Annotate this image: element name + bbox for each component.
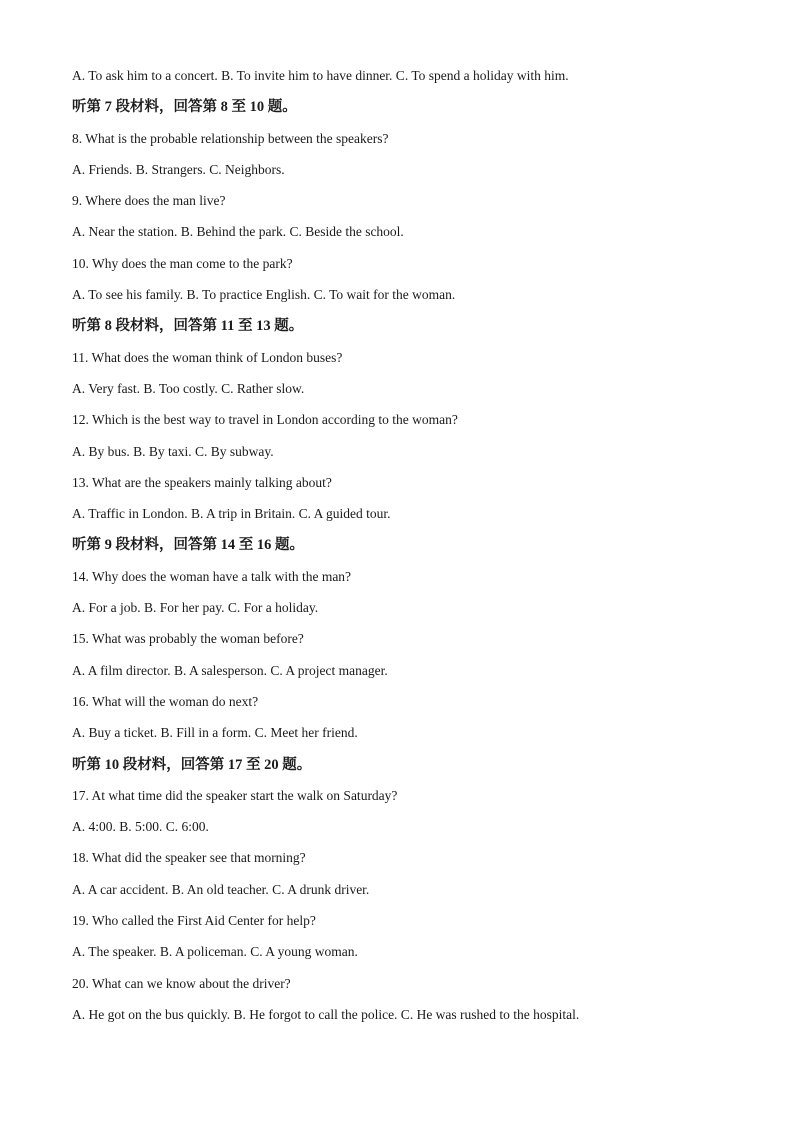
question-13: 13. What are the speakers mainly talking about? bbox=[72, 474, 332, 490]
question-11: 11. What does the woman think of London buses? bbox=[72, 349, 343, 365]
question-10: 10. Why does the man come to the park? bbox=[72, 255, 293, 271]
question-15: 15. What was probably the woman before? bbox=[72, 631, 304, 647]
question-20: 20. What can we know about the driver? bbox=[72, 975, 291, 991]
document-page bbox=[72, 67, 732, 1037]
answer-options-15: A. A film director. B. A salesperson. C. A project manager. bbox=[72, 662, 388, 678]
question-9: 9. Where does the man live? bbox=[72, 193, 226, 209]
answer-options-13: A. Traffic in London. B. A trip in Britain. C. A guided tour. bbox=[72, 506, 391, 522]
answer-options-11: A. Very fast. B. Too costly. C. Rather slow. bbox=[72, 380, 305, 396]
question-18: 18. What did the speaker see that morning? bbox=[72, 850, 306, 866]
question-12: 12. Which is the best way to travel in London according to the woman? bbox=[72, 412, 458, 428]
answer-options-19: A. The speaker. B. A policeman. C. A young woman. bbox=[72, 944, 358, 960]
section-heading-9: 听第 9 段材料，回答第 14 至 16 题。 bbox=[72, 537, 304, 554]
question-17: 17. At what time did the speaker start the walk on Saturday? bbox=[72, 787, 398, 803]
answer-options-20: A. He got on the bus quickly. B. He forgot to call the police. C. He was rushed to the hospital. bbox=[72, 1006, 580, 1022]
answer-options-8: A. Friends. B. Strangers. C. Neighbors. bbox=[72, 161, 285, 177]
answer-options-17: A. 4:00. B. 5:00. C. 6:00. bbox=[72, 819, 209, 835]
answer-options-14: A. For a job. B. For her pay. C. For a holiday. bbox=[72, 600, 319, 616]
section-heading-7: 听第 7 段材料，回答第 8 至 10 题。 bbox=[72, 99, 297, 116]
question-14: 14. Why does the woman have a talk with the man? bbox=[72, 568, 352, 584]
section-heading-8: 听第 8 段材料，回答第 11 至 13 题。 bbox=[72, 318, 304, 335]
section-heading-10: 听第 10 段材料，回答第 17 至 20 题。 bbox=[72, 756, 312, 773]
answer-options-9: A. Near the station. B. Behind the park. C. Beside the school. bbox=[72, 224, 404, 240]
answer-options-16: A. Buy a ticket. B. Fill in a form. C. Meet her friend. bbox=[72, 725, 358, 741]
answer-options-7: A. To ask him to a concert. B. To invite him to have dinner. C. To spend a holiday with him. bbox=[72, 68, 569, 83]
answer-options-12: A. By bus. B. By taxi. C. By subway. bbox=[72, 443, 274, 459]
answer-options-10: A. To see his family. B. To practice English. C. To wait for the woman. bbox=[72, 287, 456, 303]
question-16: 16. What will the woman do next? bbox=[72, 693, 259, 709]
question-19: 19. Who called the First Aid Center for help? bbox=[72, 913, 316, 929]
answer-options-18: A. A car accident. B. An old teacher. C. A drunk driver. bbox=[72, 881, 370, 897]
question-8: 8. What is the probable relationship between the speakers? bbox=[72, 130, 389, 146]
